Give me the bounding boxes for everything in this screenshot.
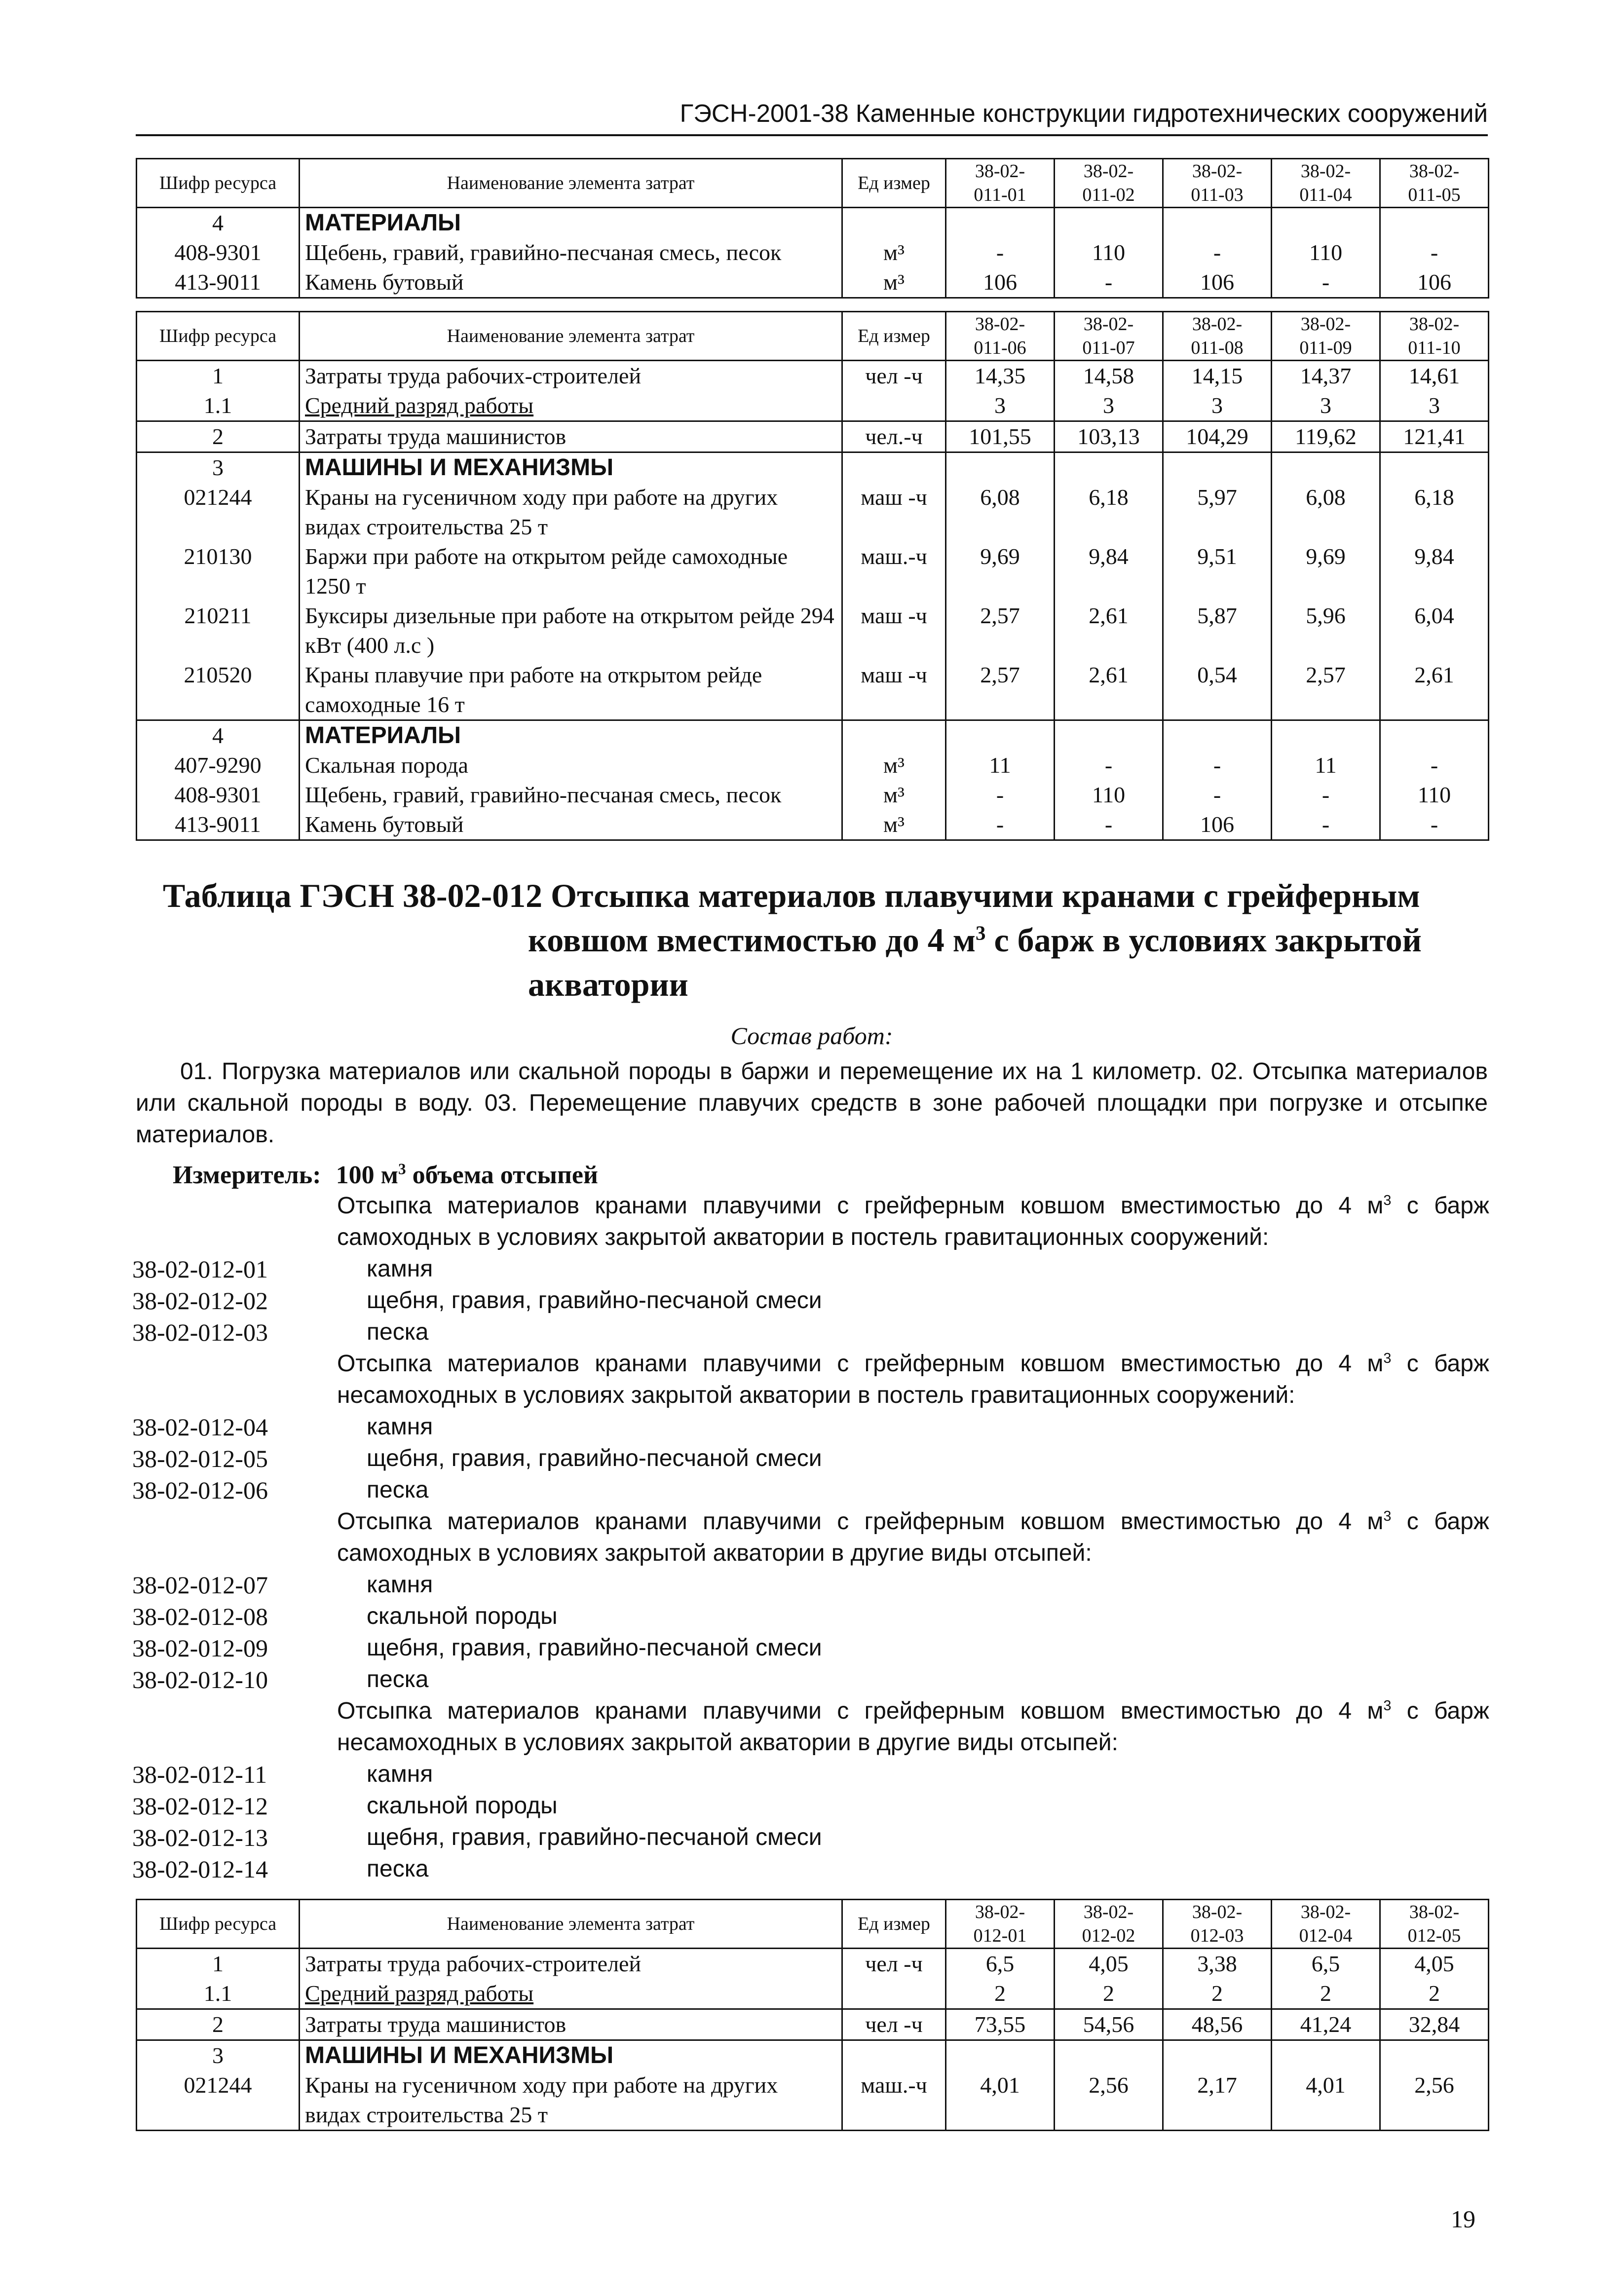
cell-unit: м³ xyxy=(842,810,946,840)
col-header-norm-code: 38-02- 012-05 xyxy=(1380,1900,1489,1949)
table-row xyxy=(137,421,1489,452)
cell-value: 9,84 xyxy=(1055,542,1163,601)
group-description: Отсыпка материалов кранами плавучими с грейферным ковшом вместимостью до 4 $м^3$ с барж самоходных в условиях закрытой акватории в постель гравитационных сооружений: xyxy=(337,1193,1489,1250)
col-header-norm-code: 38-02- 012-04 xyxy=(1272,1900,1380,1949)
section-title xyxy=(163,873,1466,1007)
cell-name: Затраты труда рабочих-строителей xyxy=(300,1949,842,1979)
cell-value: 3,38 xyxy=(1163,1949,1272,1979)
cell-value xyxy=(1272,720,1380,751)
cell-value: 2,57 xyxy=(1272,660,1380,720)
list-item xyxy=(132,1253,1489,1285)
cell-value xyxy=(1055,720,1163,751)
norm-code: 38-02-012-06 xyxy=(132,1476,268,1504)
cell-unit: чел -ч xyxy=(842,2009,946,2040)
cell-value: - xyxy=(1055,810,1163,840)
cell-unit: м³ xyxy=(842,238,946,267)
col-header-norm-code: 38-02- 012-02 xyxy=(1055,1900,1163,1949)
norm-code: 38-02-012-08 xyxy=(132,1603,268,1630)
section-title-line3: акватории xyxy=(528,966,688,1003)
cell-value: 3 xyxy=(946,391,1055,421)
cell-code: 408-9301 xyxy=(137,238,300,267)
col-header-norm-code: 38-02- 011-04 xyxy=(1272,159,1380,208)
table-row xyxy=(137,780,1489,810)
cell-value xyxy=(1380,452,1489,483)
cell-value xyxy=(1163,452,1272,483)
cell-value: 106 xyxy=(1163,267,1272,298)
col-header-name: Наименование элемента затрат xyxy=(300,159,842,208)
cell-value: 5,96 xyxy=(1272,601,1380,660)
cell-code: 1 xyxy=(137,1949,300,1979)
cell-code: 1.1 xyxy=(137,1979,300,2009)
cell-value xyxy=(1055,452,1163,483)
col-header-norm-code: 38-02- 011-08 xyxy=(1163,312,1272,361)
col-header-name: Наименование элемента затрат xyxy=(300,312,842,361)
table-row xyxy=(137,2070,1489,2131)
table-row xyxy=(137,751,1489,780)
cell-code: 3 xyxy=(137,2040,300,2071)
norm-label: песка xyxy=(367,1666,429,1692)
cell-value: 2 xyxy=(946,1979,1055,2009)
cell-value xyxy=(1380,2040,1489,2071)
measure-unit: Измеритель: 100 $м^3$ объема отсыпей xyxy=(173,1160,598,1189)
col-header-norm-code: 38-02- 011-07 xyxy=(1055,312,1163,361)
norm-code: 38-02-012-02 xyxy=(132,1287,268,1315)
cell-value: 2,56 xyxy=(1055,2070,1163,2131)
list-item xyxy=(132,1632,1489,1664)
list-item xyxy=(132,1474,1489,1506)
cell-name: Средний разряд работы xyxy=(300,391,842,421)
cell-value: 110 xyxy=(1055,780,1163,810)
cell-value: 14,35 xyxy=(946,361,1055,391)
cell-value: 2 xyxy=(1272,1979,1380,2009)
cell-value: 0,54 xyxy=(1163,660,1272,720)
norm-code: 38-02-012-12 xyxy=(132,1792,268,1820)
cell-value: - xyxy=(1272,810,1380,840)
resource-table-012-01-05 xyxy=(136,1899,1489,2131)
cell-value: 2 xyxy=(1055,1979,1163,2009)
cell-code: 2 xyxy=(137,421,300,452)
section-title-line2: ковшом вместимостью до 4 $м^3$ с барж в условиях закрытой xyxy=(528,921,1422,959)
col-header-norm-code: 38-02- 012-03 xyxy=(1163,1900,1272,1949)
cell-unit: чел -ч xyxy=(842,1949,946,1979)
norm-code: 38-02-012-03 xyxy=(132,1318,268,1346)
table-row xyxy=(137,1979,1489,2009)
table-row xyxy=(137,2009,1489,2040)
cell-value: 3 xyxy=(1055,391,1163,421)
cell-unit: м³ xyxy=(842,751,946,780)
cell-unit xyxy=(842,720,946,751)
cell-value: 110 xyxy=(1272,238,1380,267)
cell-unit: чел.-ч xyxy=(842,421,946,452)
cell-code: 2 xyxy=(137,2009,300,2040)
cell-value: 110 xyxy=(1055,238,1163,267)
cell-name: МАТЕРИАЛЫ xyxy=(300,720,842,751)
cell-value: 41,24 xyxy=(1272,2009,1380,2040)
cell-value: 106 xyxy=(946,267,1055,298)
group-description: Отсыпка материалов кранами плавучими с грейферным ковшом вместимостью до 4 $м^3$ с барж несамоходных в условиях закрытой акватории в постель гравитационных сооружений: xyxy=(337,1351,1489,1408)
cell-value: 4,01 xyxy=(946,2070,1055,2131)
col-header-norm-code: 38-02- 011-02 xyxy=(1055,159,1163,208)
cell-value: 11 xyxy=(946,751,1055,780)
cell-value: 6,08 xyxy=(1272,483,1380,542)
cell-value xyxy=(946,2040,1055,2071)
col-header-unit: Ед измер xyxy=(842,1900,946,1949)
cell-value: 2,57 xyxy=(946,601,1055,660)
cell-name: Скальная порода xyxy=(300,751,842,780)
cell-value: 6,18 xyxy=(1055,483,1163,542)
table-row xyxy=(137,267,1489,298)
cell-name: Краны плавучие при работе на открытом рейде самоходные 16 т xyxy=(300,660,842,720)
norm-label: щебня, гравия, гравийно-песчаной смеси xyxy=(367,1824,822,1850)
cell-value: - xyxy=(1163,751,1272,780)
cell-code: 3 xyxy=(137,452,300,483)
norm-label: камня xyxy=(367,1761,433,1787)
cell-value: - xyxy=(1272,267,1380,298)
norm-label: скальной породы xyxy=(367,1603,558,1629)
table-header-row xyxy=(137,159,1489,208)
cell-value: - xyxy=(1380,751,1489,780)
list-item xyxy=(132,1759,1489,1790)
cell-value: 2 xyxy=(1380,1979,1489,2009)
cell-unit xyxy=(842,391,946,421)
cell-value xyxy=(946,720,1055,751)
composition-text: 01. Погрузка материалов или скальной породы в баржи и перемещение их на 1 километр. 02. Отсыпка материалов или скальной породы в воду. 03. Перемещение плавучих средств в зоне рабочей площадки при погрузке и отсыпке материалов. xyxy=(136,1058,1488,1148)
cell-code: 407-9290 xyxy=(137,751,300,780)
norm-label: камня xyxy=(367,1256,433,1282)
resource-table-011-06-10 xyxy=(136,311,1489,841)
cell-unit xyxy=(842,1979,946,2009)
cell-name: Средний разряд работы xyxy=(300,1979,842,2009)
cell-value: 2,61 xyxy=(1055,601,1163,660)
cell-code: 210520 xyxy=(137,660,300,720)
cell-value xyxy=(1055,2040,1163,2071)
composition-heading: Состав работ: xyxy=(730,1022,893,1050)
cell-value: 14,15 xyxy=(1163,361,1272,391)
cell-unit: маш -ч xyxy=(842,660,946,720)
resource-table-011-01-05 xyxy=(136,158,1489,299)
cell-value: 110 xyxy=(1380,780,1489,810)
cell-value: - xyxy=(946,810,1055,840)
cell-value xyxy=(1163,208,1272,238)
cell-value: 119,62 xyxy=(1272,421,1380,452)
col-header-norm-code: 38-02- 011-03 xyxy=(1163,159,1272,208)
cell-code: 4 xyxy=(137,720,300,751)
list-item xyxy=(132,1316,1489,1348)
cell-value: 3 xyxy=(1380,391,1489,421)
measure-unit-label: Измеритель: xyxy=(173,1161,321,1189)
col-header-norm-code: 38-02- 011-09 xyxy=(1272,312,1380,361)
col-header-unit: Ед измер xyxy=(842,159,946,208)
cell-code: 408-9301 xyxy=(137,780,300,810)
list-item xyxy=(132,1601,1489,1632)
cell-value: 6,18 xyxy=(1380,483,1489,542)
cell-value xyxy=(1163,2040,1272,2071)
cell-value: 106 xyxy=(1163,810,1272,840)
cell-value: 14,58 xyxy=(1055,361,1163,391)
norm-code-list xyxy=(132,1190,1489,1885)
norm-code: 38-02-012-01 xyxy=(132,1255,268,1283)
table-row xyxy=(137,238,1489,267)
cell-value: - xyxy=(1163,780,1272,810)
cell-unit xyxy=(842,208,946,238)
cell-value: 14,61 xyxy=(1380,361,1489,391)
cell-value: - xyxy=(1380,810,1489,840)
cell-value: 73,55 xyxy=(946,2009,1055,2040)
cell-name: Затраты труда рабочих-строителей xyxy=(300,361,842,391)
list-item xyxy=(132,1790,1489,1822)
cell-value: 4,01 xyxy=(1272,2070,1380,2131)
cell-value: 4,05 xyxy=(1380,1949,1489,1979)
norm-label: щебня, гравия, гравийно-песчаной смеси xyxy=(367,1287,822,1314)
cell-name: Камень бутовый xyxy=(300,810,842,840)
cell-value: 3 xyxy=(1163,391,1272,421)
cell-name: МАТЕРИАЛЫ xyxy=(300,208,842,238)
running-header: ГЭСН-2001-38 Каменные конструкции гидротехнических сооружений xyxy=(680,99,1488,127)
col-header-norm-code: 38-02- 011-10 xyxy=(1380,312,1489,361)
cell-value: 2 xyxy=(1163,1979,1272,2009)
table-row xyxy=(137,361,1489,391)
cell-value: 2,61 xyxy=(1380,660,1489,720)
cell-value: 4,05 xyxy=(1055,1949,1163,1979)
norm-label: щебня, гравия, гравийно-песчаной смеси xyxy=(367,1635,822,1661)
cell-name: Краны на гусеничном ходу при работе на других видах строительства 25 т xyxy=(300,2070,842,2131)
cell-code: 4 xyxy=(137,208,300,238)
cell-value: 101,55 xyxy=(946,421,1055,452)
list-item xyxy=(132,1822,1489,1853)
cell-value: - xyxy=(1055,751,1163,780)
cell-value: 6,04 xyxy=(1380,601,1489,660)
cell-value: - xyxy=(946,780,1055,810)
cell-name: Щебень, гравий, гравийно-песчаная смесь, песок xyxy=(300,780,842,810)
cell-code: 1.1 xyxy=(137,391,300,421)
cell-value: 121,41 xyxy=(1380,421,1489,452)
norm-label: песка xyxy=(367,1856,429,1882)
cell-value: 14,37 xyxy=(1272,361,1380,391)
cell-name: Буксиры дизельные при работе на открытом рейде 294 кВт (400 л.с ) xyxy=(300,601,842,660)
table-row xyxy=(137,452,1489,483)
cell-name: Камень бутовый xyxy=(300,267,842,298)
cell-unit: маш -ч xyxy=(842,483,946,542)
cell-value: 6,5 xyxy=(946,1949,1055,1979)
cell-value xyxy=(1055,208,1163,238)
table-row xyxy=(137,2040,1489,2071)
cell-value xyxy=(1380,208,1489,238)
cell-value xyxy=(946,452,1055,483)
cell-value: 48,56 xyxy=(1163,2009,1272,2040)
cell-unit xyxy=(842,452,946,483)
cell-value: - xyxy=(946,238,1055,267)
cell-code: 413-9011 xyxy=(137,810,300,840)
cell-value: 32,84 xyxy=(1380,2009,1489,2040)
norm-code: 38-02-012-13 xyxy=(132,1824,268,1851)
cell-value xyxy=(1272,452,1380,483)
table-row xyxy=(137,542,1489,601)
table-row xyxy=(137,391,1489,421)
cell-value: 9,51 xyxy=(1163,542,1272,601)
cell-value: 9,84 xyxy=(1380,542,1489,601)
cell-name: Краны на гусеничном ходу при работе на других видах строительства 25 т xyxy=(300,483,842,542)
cell-value: 9,69 xyxy=(946,542,1055,601)
cell-value xyxy=(1272,2040,1380,2071)
cell-value: 9,69 xyxy=(1272,542,1380,601)
col-header-norm-code: 38-02- 011-06 xyxy=(946,312,1055,361)
cell-name: Баржи при работе на открытом рейде самоходные 1250 т xyxy=(300,542,842,601)
cell-name: Затраты труда машинистов xyxy=(300,2009,842,2040)
col-header-unit: Ед измер xyxy=(842,312,946,361)
table-row xyxy=(137,660,1489,720)
table-row xyxy=(137,810,1489,840)
cell-unit: маш.-ч xyxy=(842,2070,946,2131)
norm-code: 38-02-012-11 xyxy=(132,1761,267,1788)
cell-value: 3 xyxy=(1272,391,1380,421)
cell-unit: чел -ч xyxy=(842,361,946,391)
cell-value: 2,57 xyxy=(946,660,1055,720)
col-header-code: Шифр ресурса xyxy=(137,1900,300,1949)
cell-unit: м³ xyxy=(842,267,946,298)
group-description: Отсыпка материалов кранами плавучими с грейферным ковшом вместимостью до 4 $м^3$ с барж самоходных в условиях закрытой акватории в другие виды отсыпей: xyxy=(337,1508,1489,1566)
cell-value: 11 xyxy=(1272,751,1380,780)
table-row xyxy=(137,1949,1489,1979)
list-item xyxy=(132,1569,1489,1601)
list-item xyxy=(132,1664,1489,1695)
col-header-name: Наименование элемента затрат xyxy=(300,1900,842,1949)
cell-value: - xyxy=(1163,238,1272,267)
cell-value: 5,97 xyxy=(1163,483,1272,542)
cell-name: Щебень, гравий, гравийно-песчаная смесь, песок xyxy=(300,238,842,267)
norm-label: песка xyxy=(367,1477,429,1503)
norm-code: 38-02-012-10 xyxy=(132,1666,268,1693)
cell-value: 2,61 xyxy=(1055,660,1163,720)
cell-code: 021244 xyxy=(137,2070,300,2131)
cell-code: 210130 xyxy=(137,542,300,601)
table-header-row xyxy=(137,312,1489,361)
cell-value: 103,13 xyxy=(1055,421,1163,452)
table-row xyxy=(137,483,1489,542)
norm-code: 38-02-012-07 xyxy=(132,1571,268,1599)
cell-unit: маш.-ч xyxy=(842,542,946,601)
norm-label: щебня, гравия, гравийно-песчаной смеси xyxy=(367,1445,822,1471)
table-row xyxy=(137,208,1489,238)
col-header-code: Шифр ресурса xyxy=(137,159,300,208)
table-row xyxy=(137,720,1489,751)
norm-code: 38-02-012-05 xyxy=(132,1445,268,1472)
cell-code: 1 xyxy=(137,361,300,391)
cell-unit: м³ xyxy=(842,780,946,810)
page-number: 19 xyxy=(1451,2205,1475,2233)
cell-value xyxy=(1380,720,1489,751)
table-row xyxy=(137,601,1489,660)
norm-label: скальной породы xyxy=(367,1793,558,1819)
cell-code: 210211 xyxy=(137,601,300,660)
section-title-line1: Таблица ГЭСН 38-02-012 Отсыпка материалов плавучими кранами с грейферным xyxy=(163,877,1420,914)
cell-unit: маш -ч xyxy=(842,601,946,660)
cell-code: 021244 xyxy=(137,483,300,542)
cell-value: 106 xyxy=(1380,267,1489,298)
norm-code: 38-02-012-04 xyxy=(132,1413,268,1441)
list-item xyxy=(132,1853,1489,1885)
group-description: Отсыпка материалов кранами плавучими с грейферным ковшом вместимостью до 4 $м^3$ с барж несамоходных в условиях закрытой акватории в другие виды отсыпей: xyxy=(337,1698,1489,1756)
cell-value xyxy=(946,208,1055,238)
col-header-code: Шифр ресурса xyxy=(137,312,300,361)
cell-name: МАШИНЫ И МЕХАНИЗМЫ xyxy=(300,2040,842,2071)
cell-value xyxy=(1163,720,1272,751)
cell-value: 2,56 xyxy=(1380,2070,1489,2131)
norm-label: песка xyxy=(367,1319,429,1345)
cell-value xyxy=(1272,208,1380,238)
cell-value: 6,5 xyxy=(1272,1949,1380,1979)
norm-label: камня xyxy=(367,1414,433,1440)
cell-unit xyxy=(842,2040,946,2071)
cell-name: Затраты труда машинистов xyxy=(300,421,842,452)
cell-value: 2,17 xyxy=(1163,2070,1272,2131)
cell-code: 413-9011 xyxy=(137,267,300,298)
norm-code: 38-02-012-14 xyxy=(132,1855,268,1883)
col-header-norm-code: 38-02- 011-01 xyxy=(946,159,1055,208)
table-header-row xyxy=(137,1900,1489,1949)
norm-label: камня xyxy=(367,1572,433,1598)
col-header-norm-code: 38-02- 011-05 xyxy=(1380,159,1489,208)
list-item xyxy=(132,1285,1489,1316)
col-header-norm-code: 38-02- 012-01 xyxy=(946,1900,1055,1949)
cell-value: 54,56 xyxy=(1055,2009,1163,2040)
cell-value: - xyxy=(1272,780,1380,810)
list-item xyxy=(132,1443,1489,1474)
norm-code: 38-02-012-09 xyxy=(132,1634,268,1662)
cell-value: 104,29 xyxy=(1163,421,1272,452)
cell-value: - xyxy=(1055,267,1163,298)
cell-name: МАШИНЫ И МЕХАНИЗМЫ xyxy=(300,452,842,483)
cell-value: - xyxy=(1380,238,1489,267)
header-rule xyxy=(136,134,1488,136)
cell-value: 5,87 xyxy=(1163,601,1272,660)
cell-value: 6,08 xyxy=(946,483,1055,542)
list-item xyxy=(132,1411,1489,1443)
